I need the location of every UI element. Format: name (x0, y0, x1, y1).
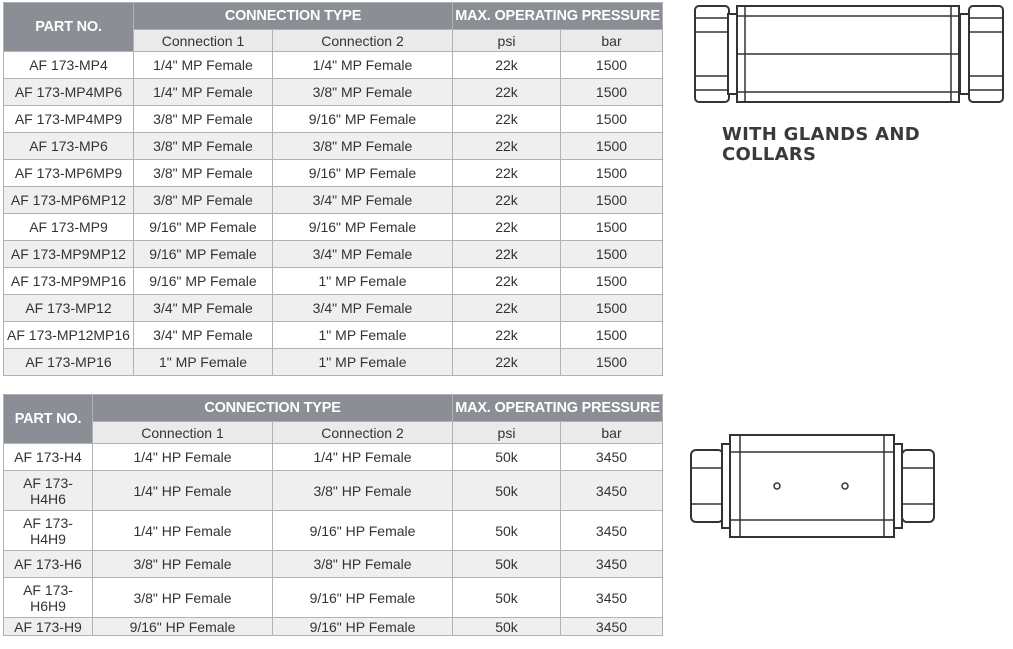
psi-cell: 22k (453, 241, 561, 268)
connection2-cell: 9/16" MP Female (273, 106, 453, 133)
table-row (4, 444, 663, 471)
connection2-cell: 9/16" HP Female (273, 578, 453, 618)
bar-cell: 1500 (561, 295, 663, 322)
psi-cell: 50k (453, 511, 561, 551)
psi-cell: 50k (453, 578, 561, 618)
table-row (4, 578, 663, 618)
part-no-cell: AF 173- H4H9 (4, 511, 93, 551)
bar-cell: 3450 (561, 618, 663, 636)
connection1-cell: 1/4" HP Female (93, 471, 273, 511)
connection1-cell: 3/8" MP Female (134, 106, 273, 133)
bar-cell: 3450 (561, 578, 663, 618)
connection2-cell: 3/8" MP Female (273, 79, 453, 106)
bar-cell: 1500 (561, 52, 663, 79)
part-no-cell: AF 173- H6H9 (4, 578, 93, 618)
psi-cell: 22k (453, 160, 561, 187)
connection2-cell: 9/16" MP Female (273, 160, 453, 187)
connection1-cell: 3/8" MP Female (134, 133, 273, 160)
illustration-caption (722, 125, 920, 165)
part-no-cell: AF 173-MP16 (4, 349, 134, 376)
connection2-cell: 1" MP Female (273, 349, 453, 376)
part-no-cell: AF 173- H4H6 (4, 471, 93, 511)
part-no-cell: AF 173-H6 (4, 551, 93, 578)
connection2-cell: 3/8" HP Female (273, 551, 453, 578)
mp-coupling-table (3, 2, 663, 376)
bar-cell: 3450 (561, 471, 663, 511)
connection1-cell: 1" MP Female (134, 349, 273, 376)
psi-header: psi (453, 422, 561, 444)
connection2-cell: 1" MP Female (273, 322, 453, 349)
psi-cell: 50k (453, 444, 561, 471)
psi-cell: 22k (453, 187, 561, 214)
connection2-cell: 3/4" MP Female (273, 295, 453, 322)
bar-cell: 3450 (561, 551, 663, 578)
connection1-cell: 9/16" MP Female (134, 214, 273, 241)
part-no-header: PART NO. (4, 3, 134, 52)
connection1-cell: 3/8" HP Female (93, 578, 273, 618)
connection1-cell: 9/16" MP Female (134, 268, 273, 295)
connection2-header: Connection 2 (273, 422, 453, 444)
table-row (4, 187, 663, 214)
connection1-header: Connection 1 (134, 30, 273, 52)
table-row (4, 241, 663, 268)
part-no-cell: AF 173-MP9MP16 (4, 268, 134, 295)
connection1-cell: 9/16" HP Female (93, 618, 273, 636)
part-no-cell: AF 173-MP6 (4, 133, 134, 160)
table-row (4, 551, 663, 578)
table-row (4, 214, 663, 241)
bar-cell: 1500 (561, 268, 663, 295)
connection1-cell: 9/16" MP Female (134, 241, 273, 268)
bar-cell: 1500 (561, 106, 663, 133)
table-row (4, 268, 663, 295)
bar-cell: 1500 (561, 349, 663, 376)
table-row (4, 471, 663, 511)
psi-cell: 22k (453, 349, 561, 376)
hp-coupling-illustration (688, 432, 938, 540)
psi-cell: 50k (453, 618, 561, 636)
psi-cell: 22k (453, 106, 561, 133)
table-row (4, 52, 663, 79)
connection2-cell: 9/16" HP Female (273, 618, 453, 636)
caption-line-1: WITH GLANDS AND (722, 124, 921, 145)
mp-coupling-illustration (688, 2, 1010, 106)
part-no-cell: AF 173-MP9MP12 (4, 241, 134, 268)
bar-cell: 3450 (561, 511, 663, 551)
part-no-cell: AF 173-MP9 (4, 214, 134, 241)
psi-cell: 22k (453, 52, 561, 79)
part-no-cell: AF 173-H4 (4, 444, 93, 471)
bar-cell: 3450 (561, 444, 663, 471)
table-row (4, 295, 663, 322)
connection2-cell: 1/4" MP Female (273, 52, 453, 79)
bar-cell: 1500 (561, 241, 663, 268)
part-no-cell: AF 173-MP6MP9 (4, 160, 134, 187)
bar-header: bar (561, 30, 663, 52)
psi-cell: 22k (453, 214, 561, 241)
bar-cell: 1500 (561, 187, 663, 214)
connection2-cell: 3/4" MP Female (273, 187, 453, 214)
table-row (4, 106, 663, 133)
max-pressure-header: MAX. OPERATING PRESSURE (453, 3, 663, 30)
connection2-cell: 9/16" HP Female (273, 511, 453, 551)
table-row (4, 511, 663, 551)
table-row (4, 618, 663, 636)
psi-cell: 22k (453, 295, 561, 322)
connection1-cell: 3/8" HP Female (93, 551, 273, 578)
part-no-cell: AF 173-MP12 (4, 295, 134, 322)
connection2-cell: 1/4" HP Female (273, 444, 453, 471)
connection2-header: Connection 2 (273, 30, 453, 52)
connection1-cell: 1/4" MP Female (134, 52, 273, 79)
part-no-header: PART NO. (4, 395, 93, 444)
connection1-header: Connection 1 (93, 422, 273, 444)
connection1-cell: 3/4" MP Female (134, 295, 273, 322)
psi-cell: 22k (453, 268, 561, 295)
psi-cell: 22k (453, 322, 561, 349)
part-no-cell: AF 173-MP6MP12 (4, 187, 134, 214)
table-row (4, 79, 663, 106)
connection1-cell: 1/4" MP Female (134, 79, 273, 106)
bar-cell: 1500 (561, 133, 663, 160)
connection2-cell: 3/4" MP Female (273, 241, 453, 268)
connection2-cell: 3/8" MP Female (273, 133, 453, 160)
table-row (4, 133, 663, 160)
connection2-cell: 3/8" HP Female (273, 471, 453, 511)
part-no-cell: AF 173-MP4MP6 (4, 79, 134, 106)
table-row (4, 160, 663, 187)
connection2-cell: 9/16" MP Female (273, 214, 453, 241)
connection1-cell: 3/8" MP Female (134, 187, 273, 214)
bar-cell: 1500 (561, 79, 663, 106)
part-no-cell: AF 173-MP12MP16 (4, 322, 134, 349)
part-no-cell: AF 173-MP4 (4, 52, 134, 79)
bar-header: bar (561, 422, 663, 444)
connection1-cell: 1/4" HP Female (93, 511, 273, 551)
connection-type-header: CONNECTION TYPE (93, 395, 453, 422)
psi-header: psi (453, 30, 561, 52)
connection1-cell: 3/8" MP Female (134, 160, 273, 187)
connection1-cell: 3/4" MP Female (134, 322, 273, 349)
bar-cell: 1500 (561, 160, 663, 187)
table-row (4, 322, 663, 349)
connection-type-header: CONNECTION TYPE (134, 3, 453, 30)
caption-line-2: COLLARS (722, 144, 817, 165)
bar-cell: 1500 (561, 214, 663, 241)
psi-cell: 22k (453, 133, 561, 160)
connection1-cell: 1/4" HP Female (93, 444, 273, 471)
psi-cell: 50k (453, 551, 561, 578)
table-row (4, 349, 663, 376)
max-pressure-header: MAX. OPERATING PRESSURE (453, 395, 663, 422)
hp-coupling-table (3, 394, 663, 636)
psi-cell: 22k (453, 79, 561, 106)
part-no-cell: AF 173-H9 (4, 618, 93, 636)
part-no-cell: AF 173-MP4MP9 (4, 106, 134, 133)
psi-cell: 50k (453, 471, 561, 511)
bar-cell: 1500 (561, 322, 663, 349)
connection2-cell: 1" MP Female (273, 268, 453, 295)
